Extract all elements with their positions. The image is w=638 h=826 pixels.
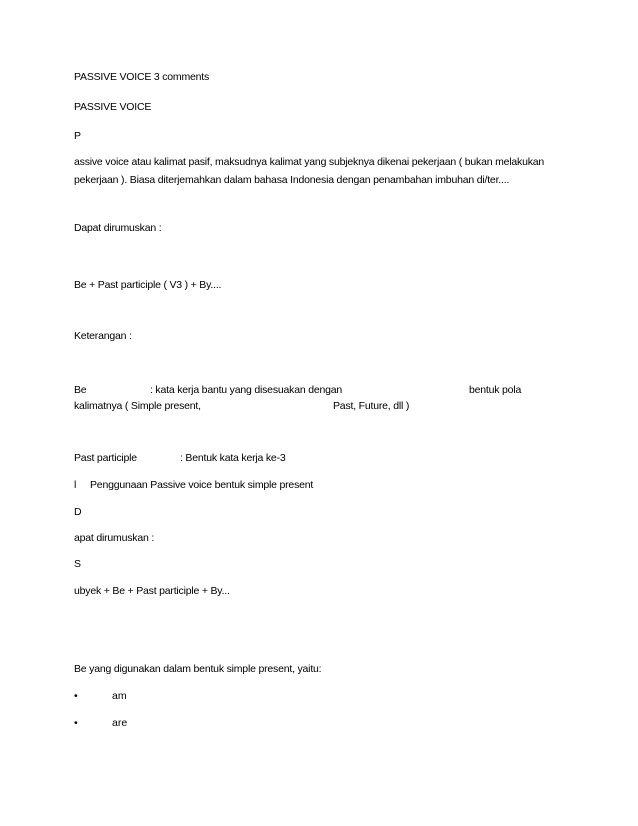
- formula: Be + Past participle ( V3 ) + By....: [74, 279, 222, 291]
- formula-label: Dapat dirumuskan :: [74, 222, 162, 234]
- be-used-intro: Be yang digunakan dalam bentuk simple present, yaitu:: [74, 663, 322, 675]
- past-participle-term: Past participle: [74, 452, 137, 464]
- list-item-text: are: [112, 717, 128, 729]
- be-description-line2b: Past, Future, dll ): [333, 400, 410, 412]
- document-title: PASSIVE VOICE 3 comments: [74, 71, 210, 83]
- section-title: Penggunaan Passive voice bentuk simple present: [90, 479, 314, 491]
- be-term: Be: [74, 384, 87, 396]
- past-participle-description: : Bentuk kata kerja ke-3: [180, 452, 286, 464]
- list-item: [74, 717, 127, 729]
- intro-line-2: pekerjaan ). Biasa diterjemahkan dalam bahasa Indonesia dengan penambahan imbuhan di/ter....: [74, 174, 510, 186]
- bullet-icon: •: [74, 717, 78, 729]
- heading: PASSIVE VOICE: [74, 101, 152, 113]
- section-marker: l: [74, 479, 77, 491]
- be-description: : kata kerja bantu yang disesuakan dengan: [150, 384, 343, 396]
- list-item-text: am: [112, 690, 127, 702]
- intro-line-1: assive voice atau kalimat pasif, maksudnya kalimat yang subjeknya dikenai pekerjaan ( bukan melakukan: [74, 156, 545, 168]
- be-description-line2a: kalimatnya ( Simple present,: [74, 400, 201, 412]
- bullet-icon: •: [74, 690, 78, 702]
- formula2: ubyek + Be + Past participle + By...: [74, 585, 230, 597]
- drop-letter-s: S: [74, 558, 81, 570]
- drop-letter-d: D: [74, 506, 82, 518]
- formula2-label: apat dirumuskan :: [74, 532, 155, 544]
- be-description-end: bentuk pola: [469, 384, 522, 396]
- list-item: [74, 690, 127, 702]
- drop-letter-p: P: [74, 130, 81, 142]
- keterangan-label: Keterangan :: [74, 330, 132, 342]
